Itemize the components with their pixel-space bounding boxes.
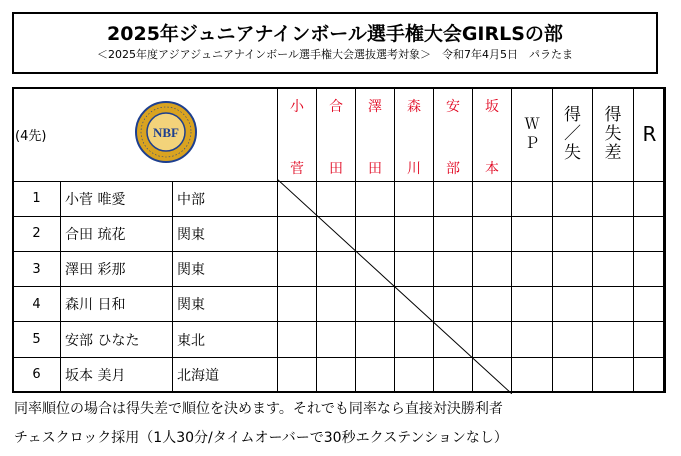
table-row [13, 216, 666, 251]
result-cell [395, 252, 434, 287]
opponent-header-2: 合 田 [317, 88, 356, 182]
table-row [13, 357, 666, 392]
result-cell [434, 357, 473, 392]
result-cell [317, 216, 356, 251]
result-cell [434, 181, 473, 216]
result-cell [473, 181, 512, 216]
player-team: 中部 [173, 181, 278, 216]
result-cell [395, 322, 434, 357]
result-cell [278, 287, 317, 322]
league-table [12, 87, 666, 393]
result-cell [317, 181, 356, 216]
rank-cell [634, 357, 666, 392]
result-cell [278, 357, 317, 392]
table-header-row [13, 88, 666, 182]
wins-losses-cell [553, 216, 593, 251]
player-no: 1 [13, 181, 61, 216]
rank-cell [634, 216, 666, 251]
point-diff-cell [593, 181, 634, 216]
rank-cell [634, 181, 666, 216]
page-title: 2025年ジュニアナインボール選手権大会GIRLSの部 [107, 23, 563, 45]
player-no: 4 [13, 287, 61, 322]
player-no: 6 [13, 357, 61, 392]
opponent-header-6: 坂 本 [473, 88, 512, 182]
player-name: 坂本 美月 [61, 357, 173, 392]
opponent-header-1: 小 菅 [278, 88, 317, 182]
result-cell [473, 252, 512, 287]
player-no: 5 [13, 322, 61, 357]
point-diff-header: 得 失 差 [593, 88, 634, 182]
result-cell [278, 322, 317, 357]
result-cell [356, 216, 395, 251]
point-diff-cell [593, 357, 634, 392]
table-row [13, 252, 666, 287]
wp-cell [512, 322, 553, 357]
result-cell [395, 357, 434, 392]
player-name: 小菅 唯愛 [61, 181, 173, 216]
player-name: 合田 琉花 [61, 216, 173, 251]
rank-cell [634, 322, 666, 357]
logo-text: NBF [153, 125, 180, 141]
result-cell [278, 252, 317, 287]
player-team: 関東 [173, 252, 278, 287]
wp-cell [512, 287, 553, 322]
result-cell [317, 287, 356, 322]
result-cell [434, 322, 473, 357]
table-row [13, 181, 666, 216]
result-cell [395, 287, 434, 322]
page-subtitle: ＜2025年度アジアジュニアナインボール選手権大会選抜選考対象＞ 令和7年4月5日 パラたま [97, 48, 573, 61]
rank-cell [634, 287, 666, 322]
wins-losses-cell [553, 287, 593, 322]
result-cell [395, 216, 434, 251]
result-cell [278, 181, 317, 216]
result-cell [317, 357, 356, 392]
result-cell [473, 357, 512, 392]
wp-cell [512, 357, 553, 392]
result-cell [356, 252, 395, 287]
rank-cell [634, 252, 666, 287]
result-cell [278, 216, 317, 251]
opponent-header-5: 安 部 [434, 88, 473, 182]
player-name: 澤田 彩那 [61, 252, 173, 287]
opponent-header-3: 澤 田 [356, 88, 395, 182]
player-name: 森川 日和 [61, 287, 173, 322]
group-label-cell [13, 88, 278, 182]
point-diff-cell [593, 252, 634, 287]
wp-cell [512, 216, 553, 251]
wins-losses-header: 得 ／ 失 [553, 88, 593, 182]
player-no: 3 [13, 252, 61, 287]
tiebreak-note: 同率順位の場合は得失差で順位を決めます。それでも同率なら直接対決勝利者 [14, 401, 503, 417]
result-cell [317, 322, 356, 357]
rank-header: R [634, 88, 666, 182]
result-cell [434, 216, 473, 251]
nbf-logo-icon [134, 100, 198, 168]
player-team: 北海道 [173, 357, 278, 392]
wp-cell [512, 252, 553, 287]
player-no: 2 [13, 216, 61, 251]
result-cell [356, 322, 395, 357]
wp-cell [512, 181, 553, 216]
result-cell [434, 287, 473, 322]
wins-losses-cell [553, 252, 593, 287]
table-row [13, 322, 666, 357]
result-cell [356, 287, 395, 322]
player-name: 安部 ひなた [61, 322, 173, 357]
point-diff-cell [593, 216, 634, 251]
table-row [13, 287, 666, 322]
chess-clock-note: チェスクロック採用（1人30分/タイムオーバーで30秒エクステンションなし） [14, 430, 508, 446]
group-label: (4先) [15, 128, 47, 144]
player-team: 関東 [173, 287, 278, 322]
title-box [12, 12, 658, 74]
result-cell [473, 216, 512, 251]
result-cell [473, 287, 512, 322]
wp-header: Ｗ Ｐ [512, 88, 553, 182]
result-cell [356, 181, 395, 216]
point-diff-cell [593, 287, 634, 322]
wins-losses-cell [553, 322, 593, 357]
opponent-header-4: 森 川 [395, 88, 434, 182]
point-diff-cell [593, 322, 634, 357]
result-cell [395, 181, 434, 216]
player-team: 関東 [173, 216, 278, 251]
result-cell [356, 357, 395, 392]
result-cell [317, 252, 356, 287]
result-cell [434, 252, 473, 287]
wins-losses-cell [553, 357, 593, 392]
result-cell [473, 322, 512, 357]
wins-losses-cell [553, 181, 593, 216]
player-team: 東北 [173, 322, 278, 357]
